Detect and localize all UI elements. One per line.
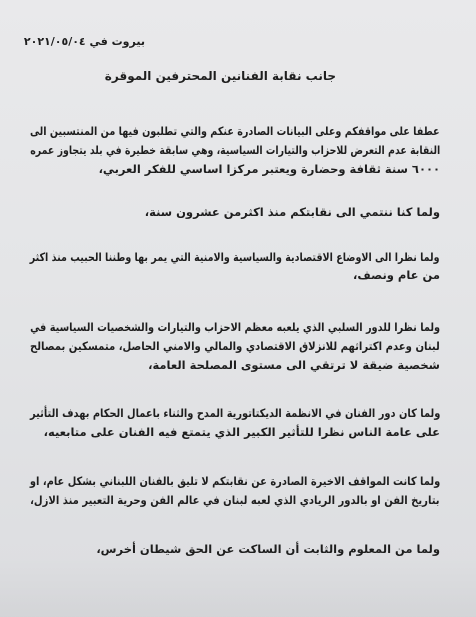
paragraph-2-line-1: ولما كنا ننتمي الى نقابتكم منذ اكثرمن عشرون سنة، bbox=[144, 205, 440, 219]
paragraph-4-line-2: لبنان وعدم اكتراثهم للانزلاق الاقتصادي والمالي والامني الحاصل، متمسكين بمصالح bbox=[30, 339, 440, 353]
paragraph-3-line-2: من عام ونصف، bbox=[353, 268, 440, 282]
paragraph-5-line-1: ولما كان دور الفنان في الانظمة الديكتاتورية المدح والثناء باعمال الحكام بهدف التأثير bbox=[29, 406, 440, 420]
letter-recipient: جانب نقابة الفنانين المحترفين الموقرة bbox=[104, 69, 336, 83]
paragraph-1-line-3: ٦٠٠٠ سنة ثقافة وحضارة ويعتبر مركزا اساسي للفكر العربي، bbox=[98, 162, 440, 176]
paragraph-1-line-2: النقابة عدم التعرض للاحزاب والتيارات السياسية، وهي سابقة خطيرة في بلد يتجاوز عمره bbox=[29, 143, 440, 157]
paragraph-6-line-1: ولما كانت المواقف الاخيرة الصادرة عن نقابتكم لا تليق بالفنان اللبناني بشكل عام، او bbox=[29, 474, 440, 488]
paragraph-6-line-2: بتاريخ الفن او بالدور الريادي الذي لعبه لبنان في عالم الفن وحرية التعبير منذ الازل، bbox=[30, 493, 440, 507]
letter-date: بيروت في ٢٠٢١/٠٥/٠٤ bbox=[23, 35, 145, 48]
paragraph-7-line-1: ولما من المعلوم والثابت أن الساكت عن الحق شيطان أخرس، bbox=[96, 542, 440, 556]
paper-shadow bbox=[0, 557, 476, 617]
paragraph-4-line-1: ولما نظرا للدور السلبي الذي يلعبه معظم الاحزاب والتيارات والشخصيات السياسية في bbox=[29, 320, 440, 334]
paragraph-3-line-1: ولما نظرا الى الاوضاع الاقتصادية والسياسية والامنية التي يمر بها وطننا الحبيب منذ اكثر bbox=[30, 250, 440, 264]
paragraph-1-line-1: عطفا على مواقفكم وعلى البيانات الصادرة عنكم والتي تطلبون فيها من المنتسبين الى bbox=[30, 124, 440, 138]
paragraph-5-line-2: على عامة الناس نظرا للتأثير الكبير الذي يتمتع فيه الفنان على متابعيه، bbox=[43, 425, 440, 439]
paragraph-4-line-3: شخصية ضيقة لا ترتقي الى مستوى المصلحة العامة، bbox=[148, 358, 440, 372]
